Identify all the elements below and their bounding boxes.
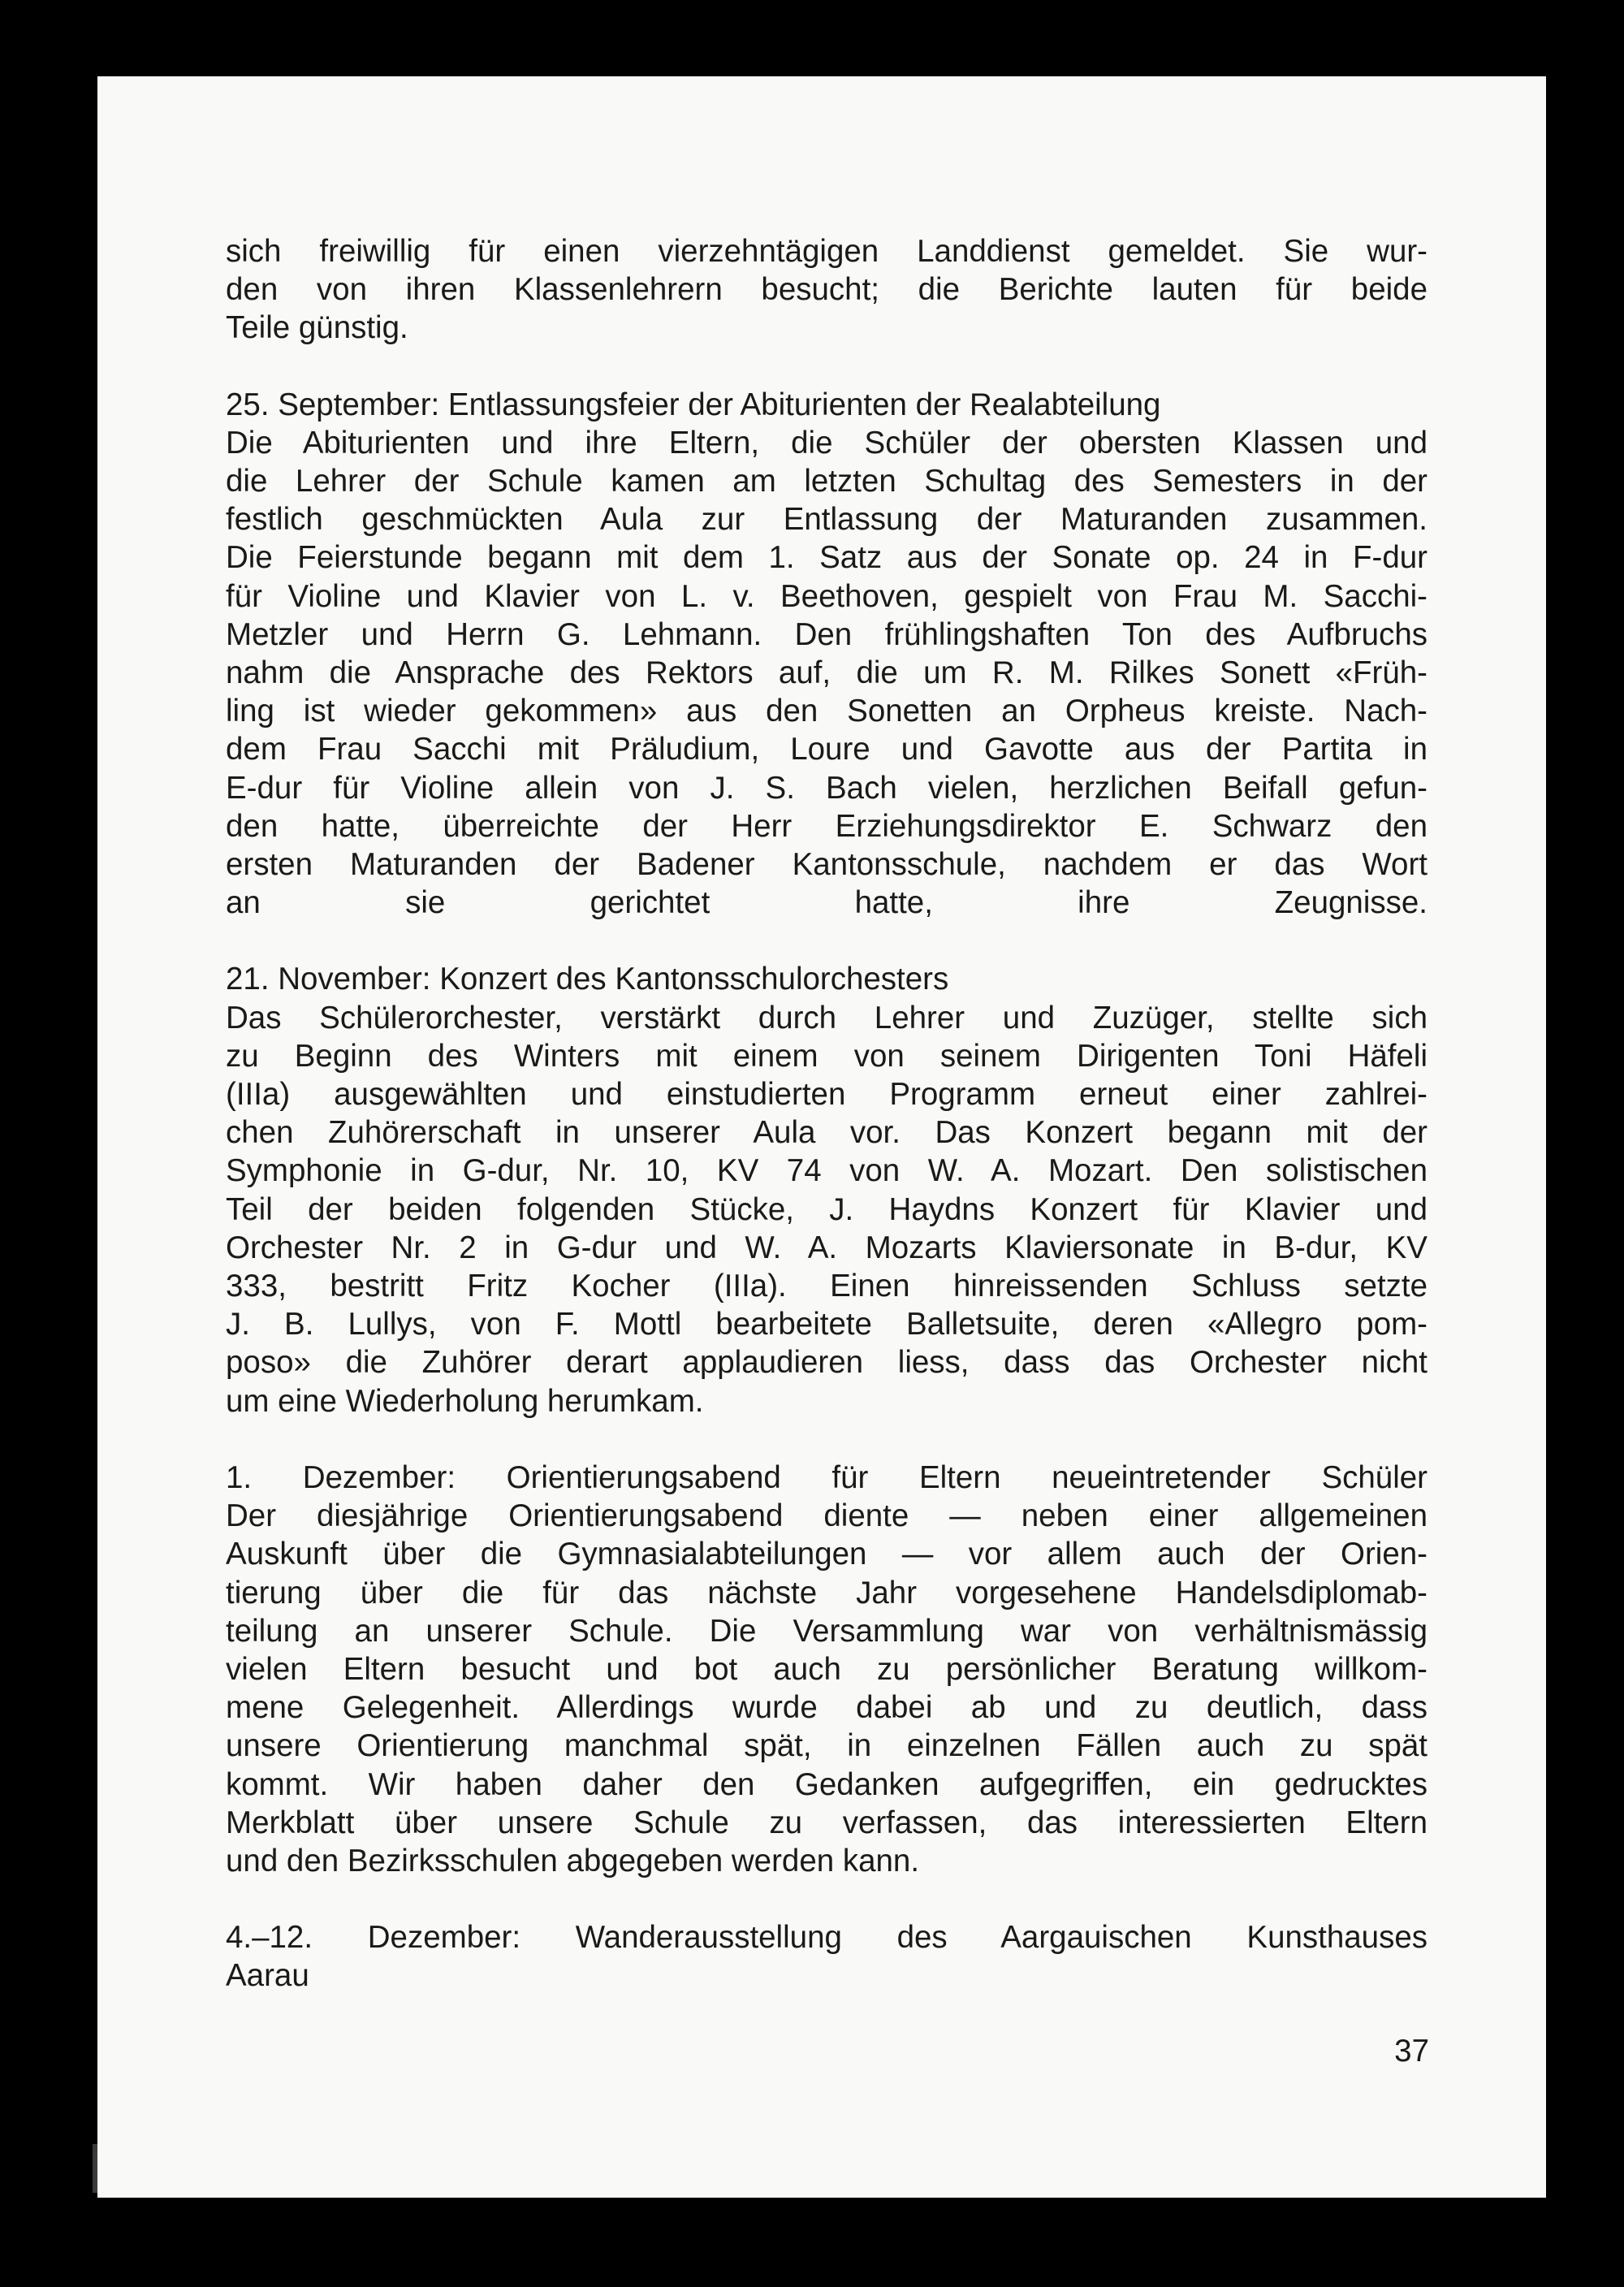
body-text xyxy=(226,232,1427,2034)
paragraph-orientierungsabend xyxy=(226,1459,1427,1880)
scan-edge-mark xyxy=(93,2144,97,2193)
text-line: Das Schülerorchester, verstärkt durch Lehrer und Zuzüger, stellte sich xyxy=(226,1000,1427,1035)
text-line: kommt. Wir haben daher den Gedanken aufgegriffen, ein gedrucktes xyxy=(226,1766,1427,1802)
text-line: ling ist wieder gekommen» aus den Sonetten an Orpheus kreiste. Nach- xyxy=(226,694,1427,729)
text-line: teilung an unserer Schule. Die Versammlung war von verhältnismässig xyxy=(226,1613,1427,1649)
text-line: poso» die Zuhörer derart applaudieren liess, dass das Orchester nicht xyxy=(226,1345,1427,1381)
text-line: (IIIa) ausgewählten und einstudierten Programm erneut einer zahlrei- xyxy=(226,1077,1427,1113)
text-line: Auskunft über die Gymnasialabteilungen — vor allem auch der Orien- xyxy=(226,1537,1427,1572)
text-line: unsere Orientierung manchmal spät, in einzelnen Fällen auch zu spät xyxy=(226,1728,1427,1764)
text-line: den von ihren Klassenlehrern besucht; die Berichte lauten für beide xyxy=(226,272,1427,308)
text-line: Die Feierstunde begann mit dem 1. Satz aus der Sonate op. 24 in F-dur xyxy=(226,540,1427,576)
text-line: um eine Wiederholung herumkam. xyxy=(226,1383,704,1419)
text-line: nahm die Ansprache des Rektors auf, die um R. M. Rilkes Sonett «Früh- xyxy=(226,655,1427,691)
paragraph-entlassungsfeier xyxy=(226,386,1427,923)
text-line: Symphonie in G-dur, Nr. 10, KV 74 von W. A. Mozart. Den solistischen xyxy=(226,1153,1427,1189)
text-line: die Lehrer der Schule kamen am letzten Schultag des Semesters in der xyxy=(226,464,1427,499)
text-line: Teil der beiden folgenden Stücke, J. Haydns Konzert für Klavier und xyxy=(226,1191,1427,1227)
text-line: chen Zuhörerschaft in unserer Aula vor. Das Konzert begann mit der xyxy=(226,1115,1427,1151)
text-line: 333, bestritt Fritz Kocher (IIIa). Einen hinreissenden Schluss setzte xyxy=(226,1269,1427,1304)
section-heading: 21. November: Konzert des Kantonsschulorchesters xyxy=(226,962,949,997)
text-line: tierung über die für das nächste Jahr vorgesehene Handelsdiplomab- xyxy=(226,1575,1427,1610)
text-line: Orchester Nr. 2 in G-dur und W. A. Mozarts Klaviersonate in B-dur, KV xyxy=(226,1230,1427,1265)
section-heading: 1. Dezember: Orientierungsabend für Eltern neueintretender Schüler xyxy=(226,1459,1427,1495)
section-heading: 4.–12. Dezember: Wanderausstellung des Aargauischen Kunsthauses xyxy=(226,1920,1427,1956)
text-line: Merkblatt über unsere Schule zu verfassen, das interessierten Eltern xyxy=(226,1805,1427,1840)
paragraph-wanderausstellung xyxy=(226,1918,1427,1995)
text-line: dem Frau Sacchi mit Präludium, Loure und Gavotte aus der Partita in xyxy=(226,732,1427,767)
text-line: mene Gelegenheit. Allerdings wurde dabei ab und zu deutlich, dass xyxy=(226,1690,1427,1726)
text-line: Die Abiturienten und ihre Eltern, die Schüler der obersten Klassen und xyxy=(226,425,1427,460)
text-line: Aarau xyxy=(226,1958,309,1994)
page-number: 37 xyxy=(1394,2034,1429,2069)
section-heading: 25. September: Entlassungsfeier der Abiturienten der Realabteilung xyxy=(226,387,1161,422)
text-line: zu Beginn des Winters mit einem von seinem Dirigenten Toni Häfeli xyxy=(226,1038,1427,1074)
paragraph-konzert xyxy=(226,960,1427,1420)
text-line: sich freiwillig für einen vierzehntägigen Landdienst gemeldet. Sie wur- xyxy=(226,234,1427,269)
text-line: ersten Maturanden der Badener Kantonsschule, nachdem er das Wort xyxy=(226,847,1427,883)
text-line: Metzler und Herrn G. Lehmann. Den frühlingshaften Ton des Aufbruchs xyxy=(226,616,1427,652)
text-line: an sie gerichtet hatte, ihre Zeugnisse. xyxy=(226,885,1427,921)
text-line: Teile günstig. xyxy=(226,310,408,346)
text-line: für Violine und Klavier von L. v. Beethoven, gespielt von Frau M. Sacchi- xyxy=(226,578,1427,614)
text-line: den hatte, überreichte der Herr Erziehungsdirektor E. Schwarz den xyxy=(226,808,1427,844)
text-line: E-dur für Violine allein von J. S. Bach vielen, herzlichen Beifall gefun- xyxy=(226,770,1427,806)
text-line: J. B. Lullys, von F. Mottl bearbeitete Balletsuite, deren «Allegro pom- xyxy=(226,1307,1427,1342)
text-line: und den Bezirksschulen abgegeben werden kann. xyxy=(226,1843,920,1878)
text-line: festlich geschmückten Aula zur Entlassung der Maturanden zusammen. xyxy=(226,502,1427,538)
paragraph-landdienst xyxy=(226,232,1427,348)
text-line: Der diesjährige Orientierungsabend diente — neben einer allgemeinen xyxy=(226,1498,1427,1534)
text-line: vielen Eltern besucht und bot auch zu persönlicher Beratung willkom- xyxy=(226,1651,1427,1687)
